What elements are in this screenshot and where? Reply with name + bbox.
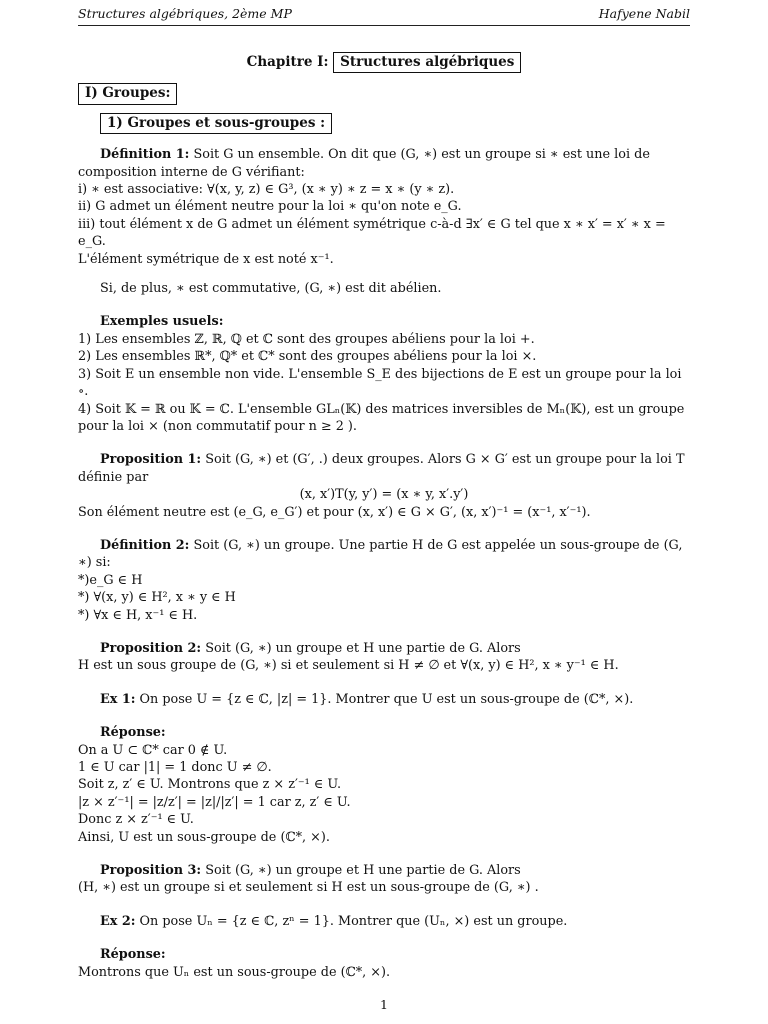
answer-1-line: On a U ⊂ ℂ* car 0 ∉ U. (78, 742, 228, 758)
proposition-1 (78, 451, 690, 486)
proposition-1-label: Proposition 1: (100, 452, 202, 468)
page-number: 1 (380, 997, 388, 1012)
chapter-name: Structures algébriques (333, 52, 521, 73)
spacer (78, 897, 690, 913)
spacer (78, 297, 690, 313)
definition-1-item: ii) G admet un élément neutre pour la loi ∗ qu'on note e_G. (78, 199, 462, 215)
answer-2-heading: Réponse: (100, 947, 166, 963)
proposition-3 (78, 862, 690, 879)
definition-2-label: Définition 2: (100, 537, 190, 553)
proposition-2-statement: H est un sous groupe de (G, ∗) si et seulement si H ≠ ∅ et ∀(x, y) ∈ H², x ∗ y⁻¹ ∈ H. (78, 658, 619, 674)
exercise-2 (78, 913, 690, 930)
header-rule (78, 25, 690, 26)
answer-1-line: Ainsi, U est un sous-groupe de (ℂ*, ×). (78, 829, 330, 845)
spacer (78, 930, 690, 946)
definition-2-item: *)e_G ∈ H (78, 572, 143, 588)
spacer (78, 268, 690, 280)
proposition-3-label: Proposition 3: (100, 863, 202, 879)
definition-1-item: L'élément symétrique de x est noté x⁻¹. (78, 251, 334, 267)
definition-1-item: i) ∗ est associative: ∀(x, y, z) ∈ G³, (x ∗ y) ∗ z = x ∗ (y ∗ z). (78, 182, 455, 198)
header-author: Hafyene Nabil (598, 6, 690, 21)
examples-heading: Exemples usuels: (100, 314, 224, 330)
definition-2-item: *) ∀x ∈ H, x⁻¹ ∈ H. (78, 607, 198, 623)
definition-2-item: *) ∀(x, y) ∈ H², x ∗ y ∈ H (78, 590, 236, 606)
exercise-2-text: On pose Uₙ = {z ∈ ℂ, zⁿ = 1}. Montrer que (Uₙ, ×) est un groupe. (139, 913, 568, 929)
definition-2-text: Soit (G, ∗) un groupe. Une partie H de G est appelée un sous-groupe de (G, ∗) si: (78, 537, 683, 571)
header-course: Structures algébriques, 2ème MP (78, 6, 292, 21)
proposition-2-label: Proposition 2: (100, 640, 202, 656)
exercise-1-text: On pose U = {z ∈ ℂ, |z| = 1}. Montrer que U est un sous-groupe de (ℂ*, ×). (139, 691, 634, 707)
answer-1-line: |z × z′⁻¹| = |z/z′| = |z|/|z′| = 1 car z, z′ ∈ U. (78, 794, 351, 810)
example-item: 4) Soit 𝕂 = ℝ ou 𝕂 = ℂ. L'ensemble GLₙ(𝕂) des matrices inversibles de Mₙ(𝕂), est un groupe pour la loi × (non commutatif pour n ≥ 2 ). (78, 401, 685, 434)
exercise-1-label: Ex 1: (100, 691, 136, 707)
example-item: 3) Soit E un ensemble non vide. L'ensemble S_E des bijections de E est un groupe pour la loi ∘. (78, 366, 682, 400)
spacer (78, 521, 690, 537)
proposition-1-formula: (x, x′)T(y, y′) = (x ∗ y, x′.y′) (299, 487, 469, 503)
proposition-3-statement: (H, ∗) est un groupe si et seulement si H est un sous-groupe de (G, ∗) . (78, 880, 539, 896)
definition-1-item: iii) tout élément x de G admet un élément symétrique c-à-d ∃x′ ∈ G tel que x ∗ x′ = x′ ∗ x = e_G. (78, 216, 666, 250)
proposition-1-neutral: Son élément neutre est (e_G, e_G′) et pour (x, x′) ∈ G × G′, (x, x′)⁻¹ = (x⁻¹, x′⁻¹). (78, 504, 591, 520)
answer-1-line: Soit z, z′ ∈ U. Montrons que z × z′⁻¹ ∈ U. (78, 777, 342, 793)
spacer (78, 708, 690, 724)
section-heading: I) Groupes: (78, 83, 690, 104)
spacer (78, 435, 690, 451)
definition-1 (78, 146, 690, 181)
page-content (78, 52, 690, 981)
spacer (78, 675, 690, 691)
answer-1-heading: Réponse: (100, 725, 166, 741)
abelian-remark: Si, de plus, ∗ est commutative, (G, ∗) est dit abélien. (100, 281, 442, 297)
answer-1-line: 1 ∈ U car |1| = 1 donc U ≠ ∅. (78, 760, 272, 775)
subsection-heading: 1) Groupes et sous-groupes : (100, 113, 690, 134)
chapter-label: Chapitre I: (246, 54, 329, 70)
exercise-1 (78, 691, 690, 708)
example-item: 1) Les ensembles ℤ, ℝ, ℚ et ℂ sont des groupes abéliens pour la loi +. (78, 331, 535, 347)
proposition-3-text: Soit (G, ∗) un groupe et H une partie de G. Alors (205, 863, 521, 879)
proposition-2-text: Soit (G, ∗) un groupe et H une partie de G. Alors (205, 640, 521, 656)
definition-1-text: Soit G un ensemble. On dit que (G, ∗) est un groupe si ∗ est une loi de composition interne de G vérifiant: (78, 147, 650, 180)
answer-2-line: Montrons que Uₙ est un sous-groupe de (ℂ*, ×). (78, 964, 391, 980)
chapter-title (78, 52, 690, 73)
exercise-2-label: Ex 2: (100, 913, 136, 929)
spacer (78, 846, 690, 862)
spacer (78, 624, 690, 640)
definition-1-label: Définition 1: (100, 147, 190, 163)
proposition-2 (78, 640, 690, 657)
proposition-1-text: Soit (G, ∗) et (G′, .) deux groupes. Alors G × G′ est un groupe pour la loi T définie par (78, 452, 685, 485)
example-item: 2) Les ensembles ℝ*, ℚ* et ℂ* sont des groupes abéliens pour la loi ×. (78, 349, 537, 365)
definition-2 (78, 537, 690, 572)
answer-1-line: Donc z × z′⁻¹ ∈ U. (78, 812, 194, 828)
